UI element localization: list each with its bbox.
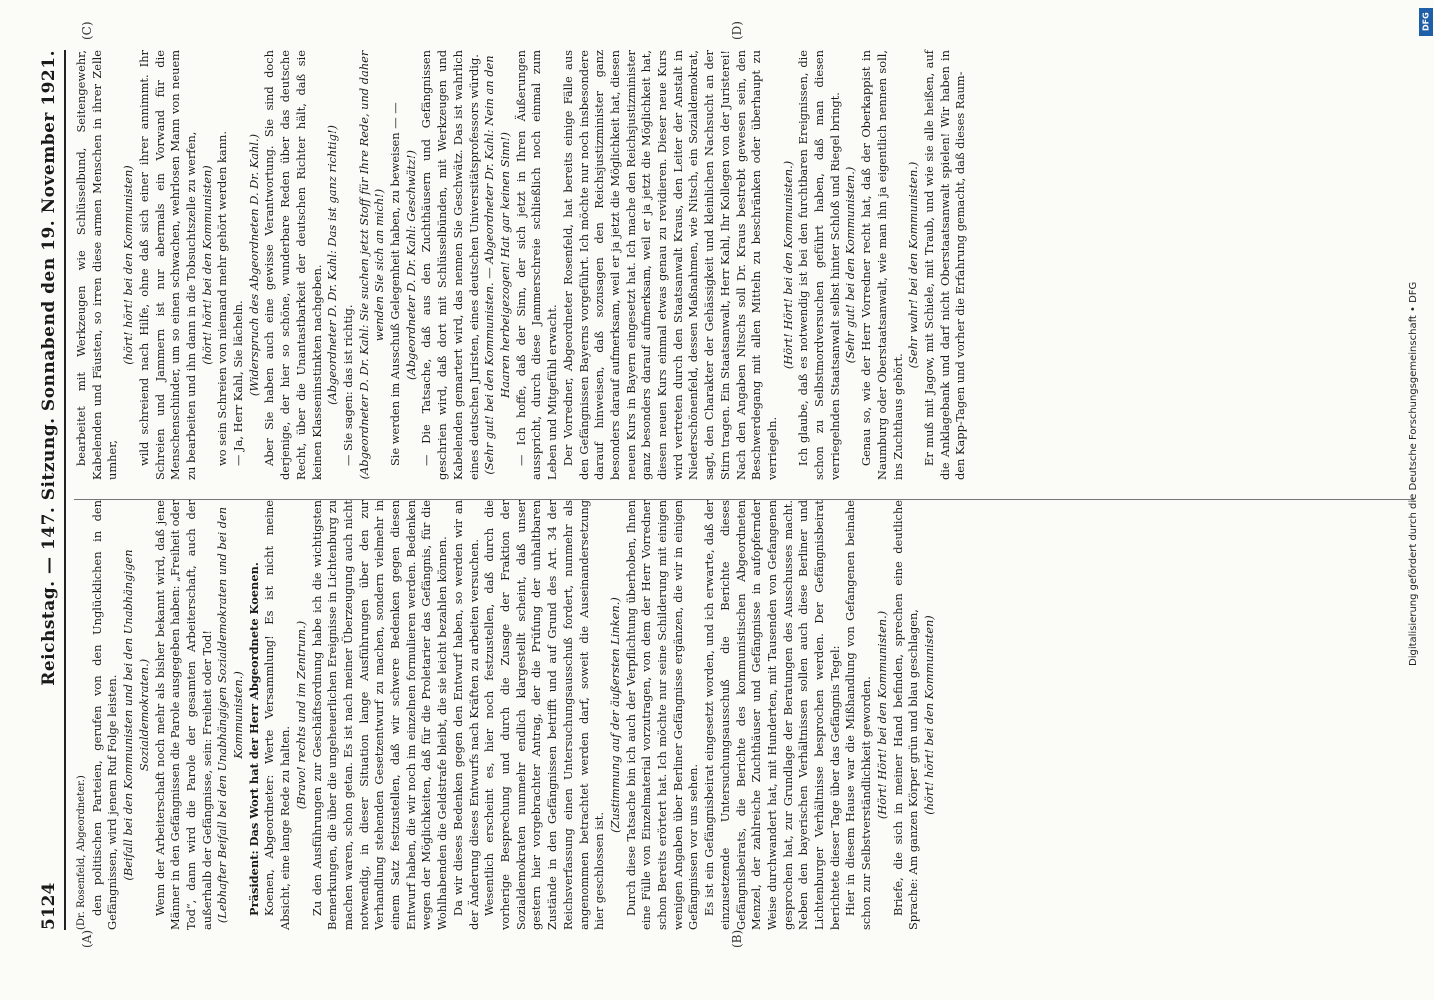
paragraph: (hört! hört! bei den Kommunisten) bbox=[199, 165, 214, 365]
header-title: Reichstag. — 147. Sitzung. Sonnabend den 19. November 1921. bbox=[39, 50, 59, 686]
paragraph: — Sie sagen: das ist richtig. bbox=[340, 304, 355, 466]
paragraph: Aber Sie haben auch eine gewisse Verantwortung. Sie sind doch derjenige, der hier so schöne, wunderbare Reden über das deutsche Recht, über die Unantastbarkeit der deutschen Richter hält, daß sie keinen Klasseninstinkten nachgeben. bbox=[262, 50, 324, 480]
paragraph: (Widerspruch des Abgeordneten D. Dr. Kahl.) bbox=[246, 133, 261, 397]
paragraph: Sie werden im Ausschuß Gelegenheit haben, zu beweisen — — bbox=[388, 102, 403, 466]
paragraph: Durch diese Tatsache bin ich auch der Verpflichtung überhoben, Ihnen eine Fülle von Einzelmaterial vorzutragen, von dem der Herr Vorredner schon Bereits erörtert hat. Ich möchte nur seine Schilderung mit einigen wenigen Angaben über Berliner Gefängnisse ergänzen, die wir in einigen Gefängnissen vor uns sehen. bbox=[623, 500, 701, 930]
paragraph: Der Vorredner, Abgeordneter Rosenfeld, hat bereits einige Fälle aus den Gefängnissen Bayerns vorgeführt. Ich möchte nur noch insbesondere darauf hinweisen, daß sozusagen den Reichsjustizminister ganz besonders darauf aufmerksam, weil er ja jetzt die Möglichkeit hat, diesen neuen Kurs in Bayern eingesetzt hat. Ich mache den Reichsjustizminister ganz besonders darauf aufmerksam, weil er ja jetzt die Möglichkeit hat, diesen neuen Kurs einmal etwas genau zu revidieren. Dieser neue Kurs wird vertreten durch den Staatsanwalt Kraus, den Leiter der Anstalt in Niederschönenfeld, dessen Maßnahmen, wie Nitsch, ein Sozialdemokrat, sagt, den Charakter der Gehässigkeit und kleinlichen Nachsucht an der Stirn tragen. Ein Staatsanwalt, Herr Kahl, Ihr Kollegen von der Juristerei! Nach den Angaben Nitschs soll Dr. Kraus bestrebt gewesen sein, den Beschwerdegang mit allen Mitteln zu beschränken oder überhaupt zu verriegeln. bbox=[560, 50, 779, 480]
paragraph: (Hört! Hört! bei den Kommunisten.) bbox=[874, 610, 889, 820]
paragraph: (hört! hört! bei den Kommunisten) bbox=[121, 165, 136, 365]
paragraph: (Dr. Rosenfeld, Abgeordneter.) bbox=[76, 775, 87, 930]
paragraph: (Sehr wahr! bei den Kommunisten.) bbox=[906, 161, 921, 369]
paragraph: Genau so, wie der Herr Vorredner recht hat, daß der Oberkappist in Naumburg oder Oberstaatsanwalt, wie man ihn ja eigentlich nennen soll, ins Zuchthaus gehört. bbox=[859, 50, 905, 480]
paragraph: den politischen Parteien, gerufen von den Unglücklichen in den Gefängnissen, wird jenem Ruf Folge leisten. bbox=[89, 500, 120, 930]
margin-marker-a: (A) bbox=[80, 929, 94, 948]
paragraph: — Ich hoffe, daß der Sinn, der sich jetzt in Ihren Äußerungen ausspricht, durch diese Jammerschreie schließlich noch einmal zum Leben und Mitgefühl erwacht. bbox=[513, 50, 560, 480]
paragraph: (Abgeordneter D. Dr. Kahl: Sie suchen jetzt Stoff für Ihre Rede, und daher wenden Sie sich an mich!) bbox=[356, 50, 387, 480]
dfg-credit-text: Digitalisierung gefördert durch die Deutsche Forschungsgemeinschaft • DFG bbox=[1408, 281, 1419, 666]
paragraph: (Abgeordneter D. Dr. Kahl: Das ist ganz richtig!) bbox=[325, 125, 340, 405]
paragraph: Er muß mit Jagow, mit Schiele, mit Traub, und wie sie alle heißen, auf die Anklagebank und darf nicht Oberstaatsanwalt spielen! Wir haben in den Kapp-Tagen und vorher die Erfahrung gemacht, daß dieses Raum- bbox=[921, 50, 968, 480]
paragraph: Da wir dieses Bedenken gegen den Entwurf haben, so werden wir an der Änderung dieses Entwurfs nach Kräften zu arbeiten versuchen. bbox=[450, 500, 481, 930]
paragraph: Koenen, Abgeordneter: Werte Versammlung! Es ist nicht meine Absicht, eine lange Rede zu halten. bbox=[262, 500, 293, 930]
paragraph: wild schreiend nach Hilfe, ohne daß sich einer ihrer annimmt. Ihr Schreien und Jammern ist nur abermals ein Vorwand für die Menschenschinder, um so einen schwachen, wehrlosen Mann von neuem zu bearbeiten und ihn dann in die Tobsuchtszelle zu werfen, bbox=[136, 50, 198, 480]
paragraph: — Die Tatsache, daß aus den Zuchthäusern und Gefängnissen geschrien wird, daß dort mit Schlüsselbünden, mit Werkzeugen und Kabelenden gemartert wird, das nennen Sie Geschwätz. Das ist wahrlich eines deutschen Juristen, eines deutschen Universitätsprofessors würdig. bbox=[419, 50, 481, 480]
paragraph: (Abgeordneter D. Dr. Kahl: Geschwätz!) bbox=[403, 150, 418, 380]
paragraph: — Ja, Herr Kahl, Sie lächeln. bbox=[231, 300, 246, 466]
paragraph: (Hört! Hört! bei den Kommunisten.) bbox=[780, 160, 795, 370]
paragraph: (Beifall bei den Kommunisten und bei den Unabhängigen Sozialdemokraten.) bbox=[121, 549, 151, 881]
paragraph: Wesentlich erscheint es, hier noch festzustellen, daß durch die vorherige Besprechung und durch die Zusage der Fraktion der Sozialdemokraten nunmehr endlich klargestellt scheint, daß unser gestern hier vorgebrachter Antrag, der die Prüfung der unhaltbaren Zustände in den Gefängnissen betrifft und auf Grund des Art. 34 der Reichsverfassung einen Untersuchungsausschuß fordert, nunmehr als angenommen betrachtet werden darf, soweit die Auseinandersetzung hier geschlossen ist. bbox=[482, 500, 607, 930]
paragraph: (Sehr gut! bei den Kommunisten.) bbox=[843, 166, 858, 364]
paragraph: bearbeitet mit Werkzeugen wie Schlüsselbund, Seitengewehr, Kabelenden und Fäusten, so irren diese armen Menschen in ihrer Zelle umher, bbox=[74, 50, 120, 480]
dfg-logo: DFG bbox=[1419, 8, 1433, 36]
paragraph: wo sein Schreien von niemand mehr gehört werden kann. bbox=[215, 131, 230, 466]
paragraph: Präsident: Das Wort hat der Herr Abgeordnete Koenen. bbox=[246, 562, 261, 916]
paragraph: (Sehr gut! bei den Kommunisten. — Abgeordneter Dr. Kahl: Nein an den Haaren herbeigezogen! Hat gar keinen Sinn!) bbox=[482, 55, 512, 475]
paragraph: (Zustimmung auf der äußersten Linken.) bbox=[607, 597, 622, 833]
column-divider bbox=[74, 499, 1414, 500]
margin-marker-b: (B) bbox=[730, 929, 744, 948]
column-left bbox=[74, 500, 1434, 930]
column-right bbox=[74, 50, 1434, 480]
page-number: 5124 bbox=[39, 882, 59, 930]
paragraph: Briefe, die sich in meiner Hand befinden, sprechen eine deutliche Sprache: Am ganzen Körper grün und blau geschlagen, bbox=[890, 500, 921, 930]
paragraph: Wenn der Arbeiterschaft noch mehr als bisher bekannt wird, daß jene Männer in den Gefängnissen die Parole ausgegeben haben: „Freiheit oder Tod“, dann wird die Parole der gesamten Arbeiterschaft, auch der außerhalb der Gefängnisse, sein: Freiheit oder Tod! bbox=[152, 500, 214, 930]
paragraph: (Lebhafter Beifall bei den Unabhängigen Sozialdemokraten und bei den Kommunisten.) bbox=[215, 506, 246, 924]
page-header bbox=[36, 50, 62, 930]
margin-marker-c: (C) bbox=[80, 21, 94, 40]
margin-marker-d: (D) bbox=[730, 21, 744, 40]
paragraph: Hier in diesem Hause war die Mißhandlung von Gefangenen beinahe schon zur Selbstverständlichkeit geworden. bbox=[843, 500, 874, 930]
paragraph: Ich glaube, daß es notwendig ist bei den furchtbaren Ereignissen, die schon zu Selbstmordversuchen geführt haben, daß man diesen verriegelnden Staatsanwalt selbst hinter Schloß und Riegel bringt. bbox=[796, 50, 842, 480]
paragraph: Zu den Ausführungen zur Geschäftsordnung habe ich die wichtigsten Bemerkungen, die über die ungeheuerlichen Ereignisse in Lichtenburg zu machen waren, schon getan. Es ist nach meiner Überzeugung auch nicht notwendig, in dieser Situation lange Ausführungen über den zur Verhandlung stehenden Gesetzentwurf zu machen, sondern vielmehr in einem Satz festzustellen, daß wir schwere Bedenken gegen diesen Entwurf haben, die wir noch im einzelnen formulieren werden. Bedenken wegen der Möglichkeiten, daß für die Proletarier das Gefängnis, für die Wohlhabenden die Geldstrafe bleibt, die sie leicht bezahlen können. bbox=[309, 500, 450, 930]
paragraph: (hört! hört! bei den Kommunisten) bbox=[921, 615, 936, 815]
header-rule bbox=[64, 50, 66, 930]
paragraph: Es ist ein Gefängnisbeirat eingesetzt worden, und ich erwarte, daß der einzusetzende Untersuchungsausschuß die Berichte dieses Gefängnisbeirats, die Berichte des kommunistischen Abgeordneten Menzel, der zahlreiche Zuchthäuser und Gefängnisse in aufopfernder Weise durchwandert hat, mit Hunderten, mit Tausenden von Gefangenen gesprochen hat, zur Grundlage der Beratungen des Ausschusses macht. Neben den bayerischen Verhältnissen sollen auch diese Berliner und Lichtenburger Verhältnisse besprochen werden. Der Gefängnisbeirat berichtete dieser Tage über das Gefängnis Tegel: bbox=[702, 500, 842, 930]
paragraph: (Bravo! rechts und im Zentrum.) bbox=[293, 620, 308, 810]
